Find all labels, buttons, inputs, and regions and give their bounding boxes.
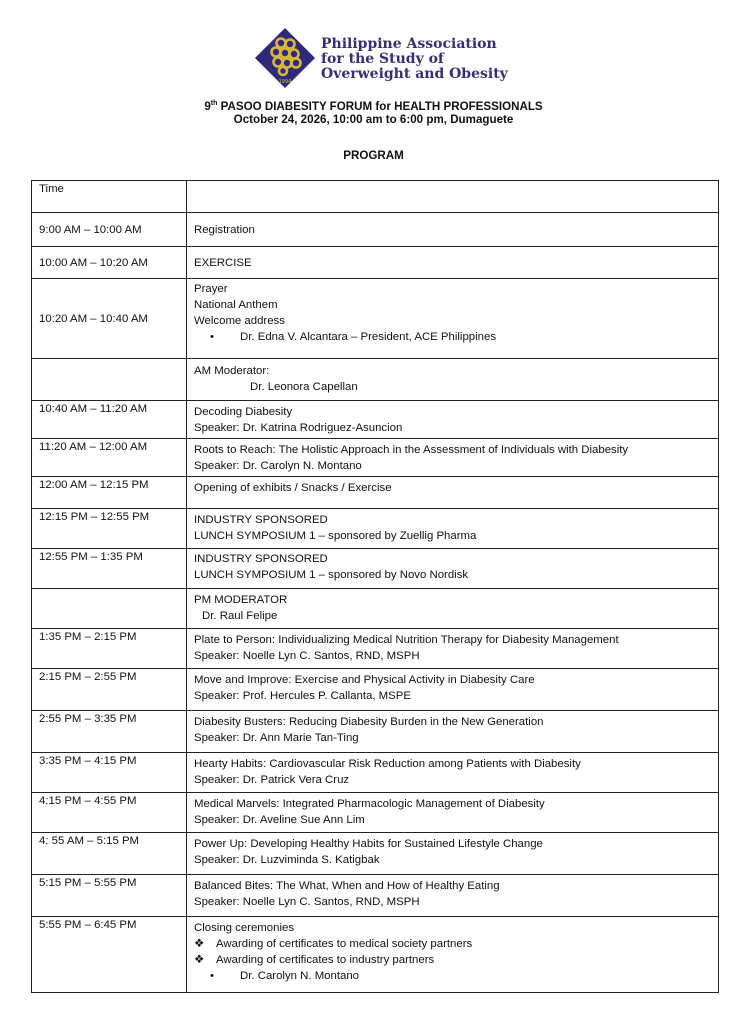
time-cell: 5:15 PM – 5:55 PM [32,875,187,917]
association-name [321,37,508,82]
activity-cell: Diabesity Busters: Reducing Diabesity Burden in the New Generation Speaker: Dr. Ann Marie Tan-Ting [187,711,719,753]
table-row [32,279,719,359]
table-row [32,247,719,279]
table-row [32,669,719,711]
time-cell [32,589,187,629]
activity-cell: Opening of exhibits / Snacks / Exercise [187,477,719,509]
table-row [32,439,719,477]
table-row [32,359,719,401]
activity-cell: EXERCISE [187,247,719,279]
list-item: • Dr. Edna V. Alcantara – President, ACE Philippines [210,331,497,343]
org-line-3: Overweight and Obesity [321,66,508,82]
activity-cell: Prayer National Anthem Welcome address • Dr. Edna V. Alcantara – President, ACE Philippines [187,279,719,359]
activity-cell: PM MODERATOR Dr. Raul Felipe [187,589,719,629]
time-cell: 3:35 PM – 4:15 PM [32,753,187,793]
activity-cell: INDUSTRY SPONSORED LUNCH SYMPOSIUM 1 – sponsored by Zuellig Pharma [187,509,719,549]
activity-cell: Registration [187,213,719,247]
activity-cell: Move and Improve: Exercise and Physical Activity in Diabesity Care Speaker: Prof. Hercules P. Callanta, MSPE [187,669,719,711]
activity-cell: Roots to Reach: The Holistic Approach in the Assessment of Individuals with Diabesity Speaker: Dr. Carolyn N. Montano [187,439,719,477]
table-row [32,875,719,917]
activity-cell: Closing ceremonies ❖ Awarding of certificates to medical society partners ❖ Awarding of certificates to industry partners • Dr. Carolyn N. Montano [187,917,719,993]
time-cell: 4: 55 AM – 5:15 PM [32,833,187,875]
association-logo [254,27,514,93]
svg-text:1994: 1994 [278,79,292,85]
list-item: • Dr. Carolyn N. Montano [210,970,360,982]
activity-cell: Power Up: Developing Healthy Habits for Sustained Lifestyle Change Speaker: Dr. Luzviminda S. Katigbak [187,833,719,875]
table-row [32,793,719,833]
time-cell: 12:55 PM – 1:35 PM [32,549,187,589]
table-header-row [32,181,719,213]
time-cell: 4:15 PM – 4:55 PM [32,793,187,833]
bullet-icon: • [210,331,214,343]
time-cell: 12:00 AM – 12:15 PM [32,477,187,509]
table-row [32,917,719,993]
header-activity [187,181,719,213]
time-cell: 1:35 PM – 2:15 PM [32,629,187,669]
activity-cell: Decoding Diabesity Speaker: Dr. Katrina Rodriguez-Asuncion [187,401,719,439]
org-line-1: Philippine Association [321,36,497,52]
time-cell: 11:20 AM – 12:00 AM [32,439,187,477]
activity-cell: Plate to Person: Individualizing Medical Nutrition Therapy for Diabesity Management Speaker: Noelle Lyn C. Santos, RND, MSPH [187,629,719,669]
table-row [32,477,719,509]
time-cell: 12:15 PM – 12:55 PM [32,509,187,549]
pasoo-emblem-icon [254,27,316,89]
program-heading: PROGRAM [343,149,404,162]
time-cell: 2:15 PM – 2:55 PM [32,669,187,711]
activity-cell: AM Moderator: Dr. Leonora Capellan [187,359,719,401]
table-row [32,213,719,247]
activity-cell: Medical Marvels: Integrated Pharmacologic Management of Diabesity Speaker: Dr. Aveline Sue Ann Lim [187,793,719,833]
event-details: October 24, 2026, 10:00 am to 6:00 pm, Dumaguete [233,113,514,126]
time-cell: 5:55 PM – 6:45 PM [32,917,187,993]
table-row [32,629,719,669]
table-row [32,711,719,753]
time-cell: 9:00 AM – 10:00 AM [32,213,187,247]
time-cell [32,359,187,401]
table-row [32,401,719,439]
org-line-2: for the Study of [321,51,444,67]
table-row [32,589,719,629]
list-item: ❖ Awarding of certificates to industry partners [194,954,435,966]
program-table [31,180,719,993]
time-cell: 2:55 PM – 3:35 PM [32,711,187,753]
table-row [32,509,719,549]
time-cell: 10:20 AM – 10:40 AM [32,279,187,359]
list-item: ❖ Awarding of certificates to medical society partners [194,938,473,950]
table-row [32,753,719,793]
time-cell: 10:00 AM – 10:20 AM [32,247,187,279]
diamond-bullet-icon: ❖ [194,938,205,950]
activity-cell: Hearty Habits: Cardiovascular Risk Reduction among Patients with Diabesity Speaker: Dr. Patrick Vera Cruz [187,753,719,793]
activity-cell: INDUSTRY SPONSORED LUNCH SYMPOSIUM 1 – sponsored by Novo Nordisk [187,549,719,589]
table-row [32,549,719,589]
header-time: Time [32,181,187,213]
activity-cell: Balanced Bites: The What, When and How of Healthy Eating Speaker: Noelle Lyn C. Santos, RND, MSPH [187,875,719,917]
bullet-icon: • [210,970,214,982]
event-title: 9th PASOO DIABESITY FORUM for HEALTH PROFESSIONALS [204,99,543,113]
time-cell: 10:40 AM – 11:20 AM [32,401,187,439]
table-row [32,833,719,875]
diamond-bullet-icon: ❖ [194,954,205,966]
